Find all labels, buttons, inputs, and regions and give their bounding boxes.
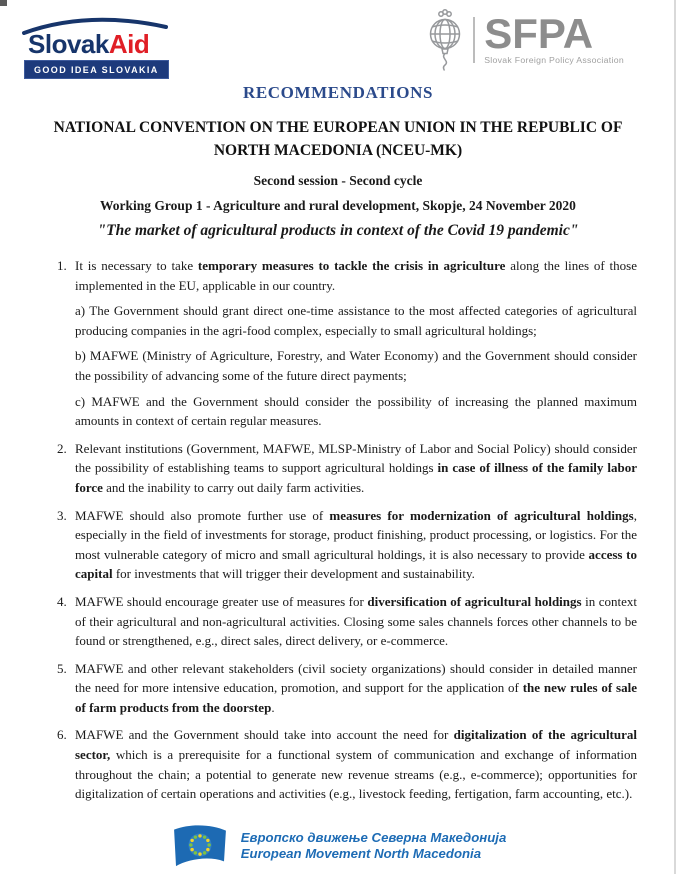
scan-corner-artifact xyxy=(0,0,7,6)
item-number: 2. xyxy=(57,440,67,456)
footer xyxy=(0,822,676,870)
convention-title-line2: NORTH MACEDONIA (NCEU-MK) xyxy=(213,142,463,159)
recommendation-item-3 xyxy=(57,506,637,584)
recommendation-item-4 xyxy=(57,592,637,651)
recommendation-item-6 xyxy=(57,725,637,803)
recommendation-item-5 xyxy=(57,659,637,718)
slovakaid-wordmark xyxy=(28,31,170,57)
header xyxy=(0,0,676,74)
european-movement-text xyxy=(241,830,507,862)
item-subparagraph-c: c) MAFWE and the Government should consider the possibility of increasing the planned maximum amounts in context of certain regular measures. xyxy=(75,393,637,429)
convention-title-line1: NATIONAL CONVENTION ON THE EUROPEAN UNION IN THE REPUBLIC OF xyxy=(53,119,623,136)
slovakaid-tagline: GOOD IDEA SLOVAKIA xyxy=(24,60,169,79)
item-number: 6. xyxy=(57,727,67,743)
slovakaid-logo xyxy=(18,9,170,79)
sfpa-logo xyxy=(423,9,624,71)
working-group-line: Working Group 1 - Agriculture and rural development, Skopje, 24 November 2020 xyxy=(100,198,576,213)
item-subparagraph-b: b) MAFWE (Ministry of Agriculture, Forestry, and Water Economy) and the Government should consider the possibility of advancing some of the future direct payments; xyxy=(75,348,637,383)
convention-title xyxy=(39,116,637,162)
sfpa-subtitle: Slovak Foreign Policy Association xyxy=(484,54,624,65)
item-number: 1. xyxy=(57,258,67,273)
em-line-macedonian: Европско движење Северна Македонија xyxy=(240,830,507,845)
item-subparagraph-a: a) The Government should grant direct one-time assistance to the most affected categories of agricultural producing companies in the agri-food complex, especially to small agricultural holdings; xyxy=(75,303,637,338)
item-text: MAFWE should also promote further use of measures for modernization of agricultural holdings, especially in the field of investments for storage, product finishing, product processing, or logistics. For the most vulnerable category of micro and small agricultural holdings, it is also necessary to provide access to capital for investments that will trigger their development and sustainability. xyxy=(75,507,637,582)
session-line: Second session - Second cycle xyxy=(253,173,423,188)
recommendation-item-1 xyxy=(57,256,637,431)
item-number: 4. xyxy=(57,593,67,609)
globe-balloon-icon xyxy=(423,9,467,71)
item-text: Relevant institutions (Government, MAFWE, MLSP-Ministry of Labor and Social Policy) should consider the possibility of establishing teams to support agricultural holdings in case of illness of the family labor force and the inability to carry out daily farm activities. xyxy=(75,440,637,495)
sfpa-acronym: SFPA xyxy=(484,9,594,57)
slovakaid-name-part1: Slovak xyxy=(28,29,109,59)
item-number: 5. xyxy=(57,660,67,676)
sfpa-logo-divider xyxy=(473,17,475,63)
item-text: MAFWE and the Government should take into account the need for digitalization of the agricultural sector, which is a prerequisite for a functional system of communication and exchange of information throughout the chain; a potential to generate new revenue streams (e.g., e-commerce); opportunities for digitalization of certain operations and activities (e.g., livestock feeding, fertigation, farm accounting, etc.). xyxy=(75,727,637,802)
slovakaid-name-part2: Aid xyxy=(108,29,150,59)
item-number: 3. xyxy=(57,507,67,523)
item-text: MAFWE should encourage greater use of measures for diversification of agricultural holdings in context of their agricultural and non-agricultural activities. Closing some sales channels forces other channels to be found or strengthened, e.g., direct sales, direct delivery, or e-commerce. xyxy=(75,593,637,649)
eu-flag-icon xyxy=(170,822,230,870)
topic-quote: "The market of agricultural products in context of the Covid 19 pandemic" xyxy=(97,222,579,239)
recommendation-item-2 xyxy=(57,439,637,498)
document-title: RECOMMENDATIONS xyxy=(242,83,434,102)
em-line-english: European Movement North Macedonia xyxy=(240,846,482,861)
item-text: It is necessary to take temporary measures to tackle the crisis in agriculture along the lines of those implemented in the EU, applicable in our country. xyxy=(75,258,637,293)
title-block xyxy=(0,83,676,240)
item-text: MAFWE and other relevant stakeholders (civil society organizations) should consider in detailed manner the need for more intensive education, promotion, and support for the application of the new rules of sale of farm products from the doorstep. xyxy=(75,660,637,715)
recommendations-list xyxy=(0,256,676,804)
